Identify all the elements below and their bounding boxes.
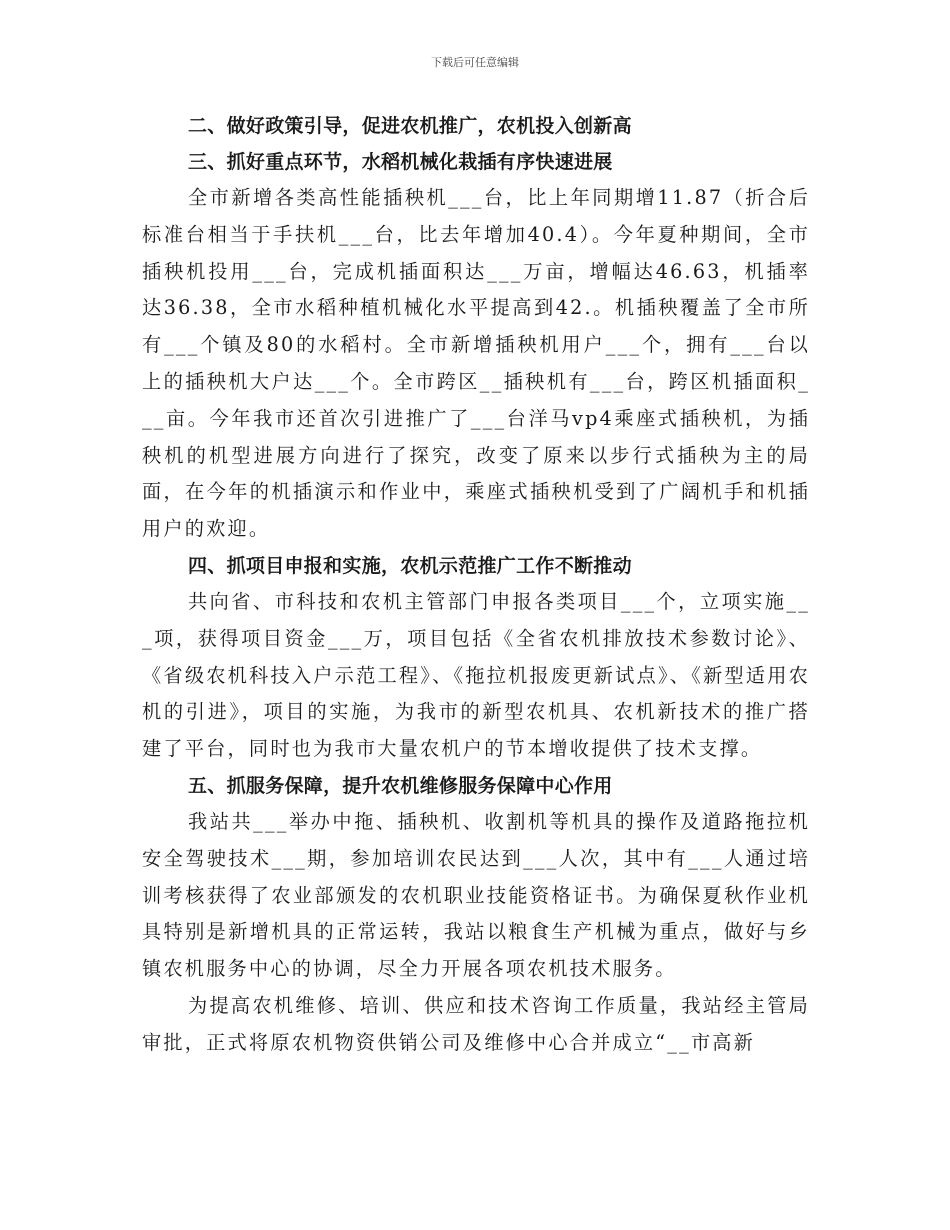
page-header: 下载后可任意编辑 — [431, 56, 519, 69]
paragraph-service-training: 我站共___举办中拖、插秧机、收割机等机具的操作及道路拖拉机安全驾驶技术___期，参加培训农民达到___人次，其中有___人通过培训考核获得了农业部颁发的农机职业技能资格证书。为确保夏秋作业机具特别是新增机具的正常运转，我站以粮食生产机械为重点，做好与乡镇农机服务中心的协调，尽全力开展各项农机技术服务。 — [142, 809, 810, 981]
document-body — [142, 108, 810, 1062]
section-heading-2: 二、做好政策引导，促进农机推广，农机投入创新高 — [188, 115, 632, 137]
section-heading-3: 三、抓好重点环节，水稻机械化栽插有序快速进展 — [188, 151, 613, 173]
paragraph-transplanting: 全市新增各类高性能插秧机___台，比上年同期增11.87（折合后标准台相当于手扶机___台，比去年增加40.4）。今年夏种期间，全市插秧机投用___台，完成机插面积达___万亩，增幅达46.63，机插率达36.38，全市水稻种植机械化水平提高到42.。机插秧覆盖了全市所有___个镇及80的水稻村。全市新增插秧机用户___个，拥有___台以上的插秧机大户达___个。全市跨区__插秧机有___台，跨区机插面积___亩。今年我市还首次引进推广了___台洋马vp4乘座式插秧机，为插秧机的机型进展方向进行了探究，改变了原来以步行式插秧为主的局面，在今年的机插演示和作业中，乘座式插秧机受到了广阔机手和机插用户的欢迎。 — [142, 186, 810, 541]
section-heading-5: 五、抓服务保障，提升农机维修服务保障中心作用 — [188, 774, 613, 797]
paragraph-projects: 共向省、市科技和农机主管部门申报各类项目___个，立项实施___项，获得项目资金___万，项目包括《全省农机排放技术参数讨论》、《省级农机科技入户示范工程》、《拖拉机报废更新试点》、《新型适用农机的引进》，项目的实施，为我市的新型农机具、农机新技术的推广搭建了平台，同时也为我市大量农机户的节本增收提供了技术支撑。 — [142, 589, 810, 761]
section-heading-4: 四、抓项目申报和实施，农机示范推广工作不断推动 — [188, 554, 632, 577]
paragraph-service-merger: 为提高农机维修、培训、供应和技术咨询工作质量，我站经主管局审批，正式将原农机物资供销公司及维修中心合并成立“__市高新 — [142, 993, 810, 1054]
